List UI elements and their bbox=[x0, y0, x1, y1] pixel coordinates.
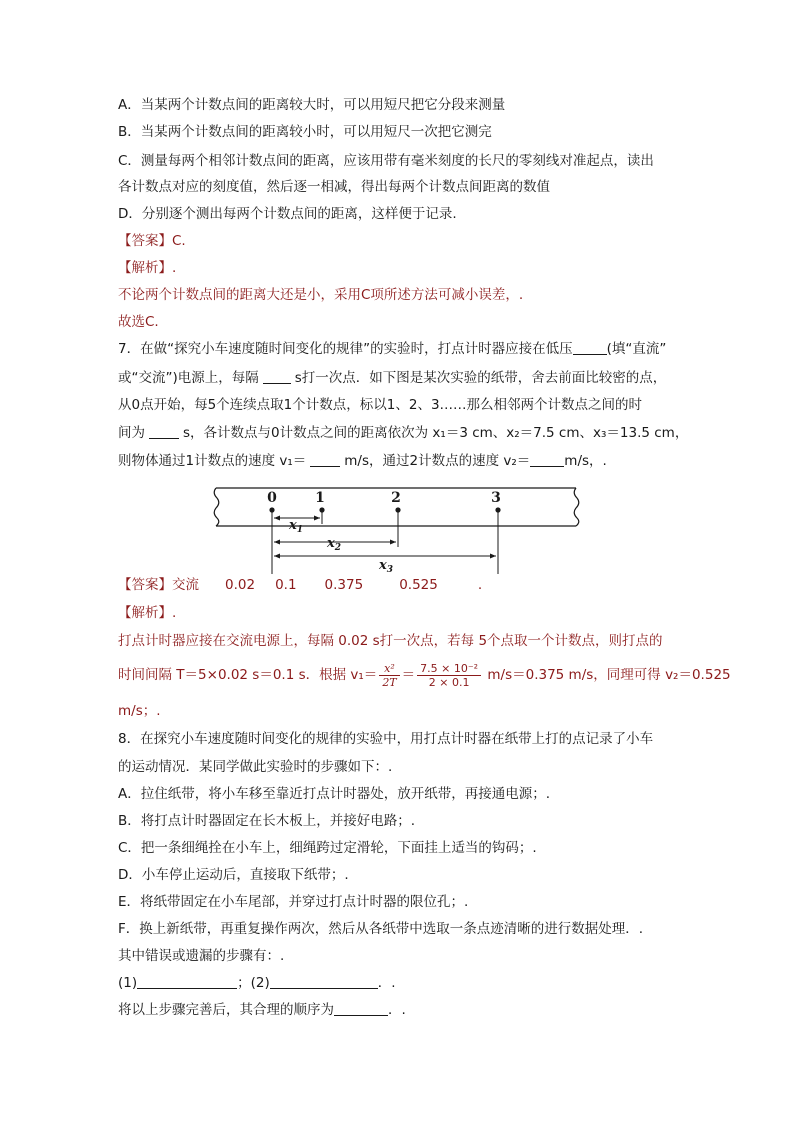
q6-option-d: D．分别逐个测出每两个计数点间的距离，这样便于记录. bbox=[118, 206, 457, 222]
paper-tape-diagram bbox=[212, 484, 584, 578]
q8-question2: 将以上步骤完善后，其合理的顺序为 ．. bbox=[118, 1002, 406, 1018]
x2-arrow-head-left bbox=[274, 540, 280, 545]
q7-analysis-line1: 打点计时器应接在交流电源上，每隔 0.02 s打一次点，若每 5个点取一个计数点，则打点的 bbox=[118, 633, 663, 649]
q6-option-b: B．当某两个计数点间的距离较小时，可以用短尺一次把它测完 bbox=[118, 124, 492, 140]
q6-analysis-text: 不论两个计数点间的距离大还是小，采用C项所述方法可减小误差，. bbox=[118, 287, 524, 303]
q7-line4: 间为 s，各计数点与0计数点之间的距离依次为 x₁＝3 cm、x₂＝7.5 cm、x₃＝13.5 cm， bbox=[118, 425, 689, 441]
x3-arrow-head-right bbox=[490, 554, 496, 559]
x3-arrow-head-left bbox=[274, 554, 280, 559]
blank-5 bbox=[530, 452, 564, 467]
q8-question1: 其中错误或遗漏的步骤有：. bbox=[118, 948, 285, 964]
x1-label: $x_1$ bbox=[288, 518, 304, 535]
q7-line5: 则物体通过1计数点的速度 v₁＝ m/s，通过2计数点的速度 v₂＝ m/s，. bbox=[118, 453, 607, 469]
q8-answer-blanks: (1) ；(2) ．. bbox=[118, 975, 396, 991]
x2-label: $x_2$ bbox=[326, 536, 342, 553]
tape-left-torn-edge bbox=[214, 488, 219, 526]
q8-step-c: C．把一条细绳拴在小车上，细绳跨过定滑轮，下面挂上适当的钩码；. bbox=[118, 840, 537, 856]
blank-1 bbox=[573, 340, 607, 355]
q8-step-a: A．拉住纸带，将小车移至靠近打点计时器处，放开纸带，再接通电源；. bbox=[118, 786, 551, 802]
q7-answer: 【答案】交流 0.02 0.1 0.375 0.525 . bbox=[118, 577, 483, 593]
point-label-0: 0 bbox=[267, 490, 277, 506]
q8-step-f: F．换上新纸带，再重复操作两次，然后从各纸带中选取一条点迹清晰的进行数据处理．. bbox=[118, 921, 644, 937]
blank-2 bbox=[263, 369, 291, 384]
point-label-2: 2 bbox=[391, 490, 401, 506]
x3-label: $x_3$ bbox=[378, 558, 394, 575]
blank-step-1 bbox=[137, 974, 237, 989]
point-label-1: 1 bbox=[315, 490, 325, 506]
q6-analysis-heading: 【解析】. bbox=[118, 260, 177, 276]
q6-option-c-line2: 各计数点对应的刻度值，然后逐一相减，得出每两个计数点间距离的数值 bbox=[118, 179, 550, 195]
q6-option-a: A．当某两个计数点间的距离较大时，可以用短尺把它分段来测量 bbox=[118, 97, 506, 113]
q7-line2: 或“交流”)电源上，每隔 s打一次点．如下图是某次实验的纸带，舍去前面比较密的点， bbox=[118, 370, 667, 386]
blank-order bbox=[334, 1001, 388, 1016]
blank-4 bbox=[310, 452, 340, 467]
point-label-3: 3 bbox=[491, 490, 501, 506]
q8-line1: 8．在探究小车速度随时间变化的规律的实验中，用打点计时器在纸带上打的点记录了小车 bbox=[118, 731, 654, 747]
q6-answer: 【答案】C. bbox=[118, 233, 186, 249]
q8-step-e: E．将纸带固定在小车尾部，并穿过打点计时器的限位孔；. bbox=[118, 894, 469, 910]
q8-line2: 的运动情况．某同学做此实验时的步骤如下：. bbox=[118, 759, 393, 775]
fraction-values: $\frac{\text{7.5 × 10⁻²}}{2 \times 0.1}$ bbox=[417, 662, 481, 689]
blank-3 bbox=[149, 424, 179, 439]
x2-arrow-head-right bbox=[390, 540, 396, 545]
x1-arrow-head-right bbox=[314, 516, 320, 521]
q6-option-c-line1: C．测量每两个相邻计数点间的距离，应该用带有毫米刻度的长尺的零刻线对准起点，读出 bbox=[118, 153, 654, 169]
q7-line3: 从0点开始，每5个连续点取1个计数点，标以1、2、3……那么相邻两个计数点之间的时 bbox=[118, 397, 643, 413]
fraction-formula: $\frac{\text{x²}}{2T}$ bbox=[379, 662, 399, 689]
q6-conclusion: 故选C. bbox=[118, 314, 159, 330]
q7-analysis-line3: m/s；. bbox=[118, 703, 161, 719]
q7-line1: 7．在做“探究小车速度随时间变化的规律”的实验时，打点计时器应接在低压 (填“直流” bbox=[118, 341, 667, 357]
q7-analysis-line2: 时间间隔 T＝5×0.02 s＝0.1 s．根据 v₁＝ $\frac{\text{x²}}{2T}$ ＝ $\frac{\text{7.5 × 10⁻²}}{2 \times 0.1}$ m/s＝0.375 m/s，同理可得 v₂＝0.525 bbox=[118, 661, 731, 689]
q8-step-d: D．小车停止运动后，直接取下纸带；. bbox=[118, 867, 349, 883]
x1-arrow-head-left bbox=[274, 516, 280, 521]
blank-step-2 bbox=[270, 974, 378, 989]
tape-right-torn-edge bbox=[574, 488, 579, 526]
q7-analysis-heading: 【解析】. bbox=[118, 605, 177, 621]
q8-step-b: B．将打点计时器固定在长木板上，并接好电路；. bbox=[118, 813, 416, 829]
